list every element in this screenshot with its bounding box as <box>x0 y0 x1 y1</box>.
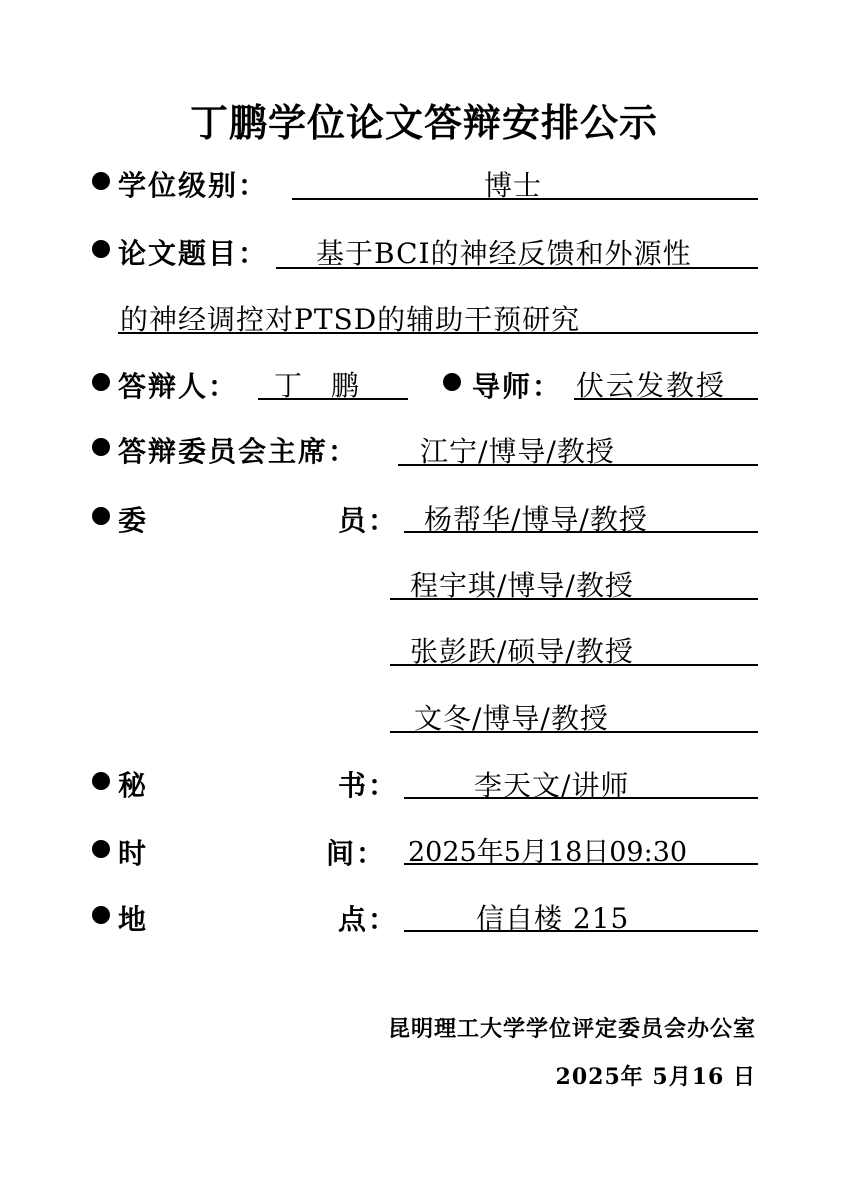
bullet-icon <box>92 772 110 790</box>
member-item-3: 张彭跃/硕导/教授 <box>410 635 634 668</box>
place-label-right: 点： <box>338 903 399 936</box>
time-label-right: 间： <box>326 837 387 870</box>
defender-label: 答辩人： <box>118 370 239 403</box>
bullet-icon <box>92 840 110 858</box>
secretary-label-right: 书： <box>338 769 399 802</box>
thesis-line-1: 基于BCI的神经反馈和外源性 <box>316 237 692 270</box>
advisor-label: 导师： <box>472 370 563 403</box>
time-label-left: 时 <box>118 837 149 870</box>
thesis-label: 论文题目： <box>118 237 269 270</box>
bullet-icon <box>443 373 461 391</box>
chair-label: 答辩委员会主席： <box>118 435 359 468</box>
degree-label: 学位级别： <box>118 169 269 202</box>
advisor-value: 伏云发教授 <box>576 369 727 402</box>
issue-date: 2025年 5月16 日 <box>555 1064 756 1090</box>
members-label-left: 委 <box>118 504 149 537</box>
issuing-office: 昆明理工大学学位评定委员会办公室 <box>387 1016 756 1042</box>
secretary-value: 李天文/讲师 <box>474 769 630 802</box>
defender-value: 丁 鹏 <box>274 369 369 402</box>
member-item-2: 程宇琪/博导/教授 <box>410 569 634 602</box>
time-value: 2025年5月18日09:30 <box>408 837 688 868</box>
bullet-icon <box>92 240 110 258</box>
bullet-icon <box>92 172 110 190</box>
chair-value: 江宁/博导/教授 <box>420 435 615 468</box>
members-label-right: 员： <box>338 504 399 537</box>
bullet-icon <box>92 373 110 391</box>
member-item-4: 文冬/博导/教授 <box>414 702 609 735</box>
place-label-left: 地 <box>118 903 149 936</box>
member-item-1: 杨帮华/博导/教授 <box>424 503 648 536</box>
degree-value: 博士 <box>484 169 543 202</box>
place-value: 信自楼 215 <box>476 902 630 935</box>
thesis-line-2: 的神经调控对PTSD的辅助干预研究 <box>120 303 581 336</box>
secretary-label-left: 秘 <box>118 769 149 802</box>
bullet-icon <box>92 507 110 525</box>
bullet-icon <box>92 906 110 924</box>
bullet-icon <box>92 438 110 456</box>
page-title: 丁鹏学位论文答辩安排公示 <box>189 101 658 145</box>
